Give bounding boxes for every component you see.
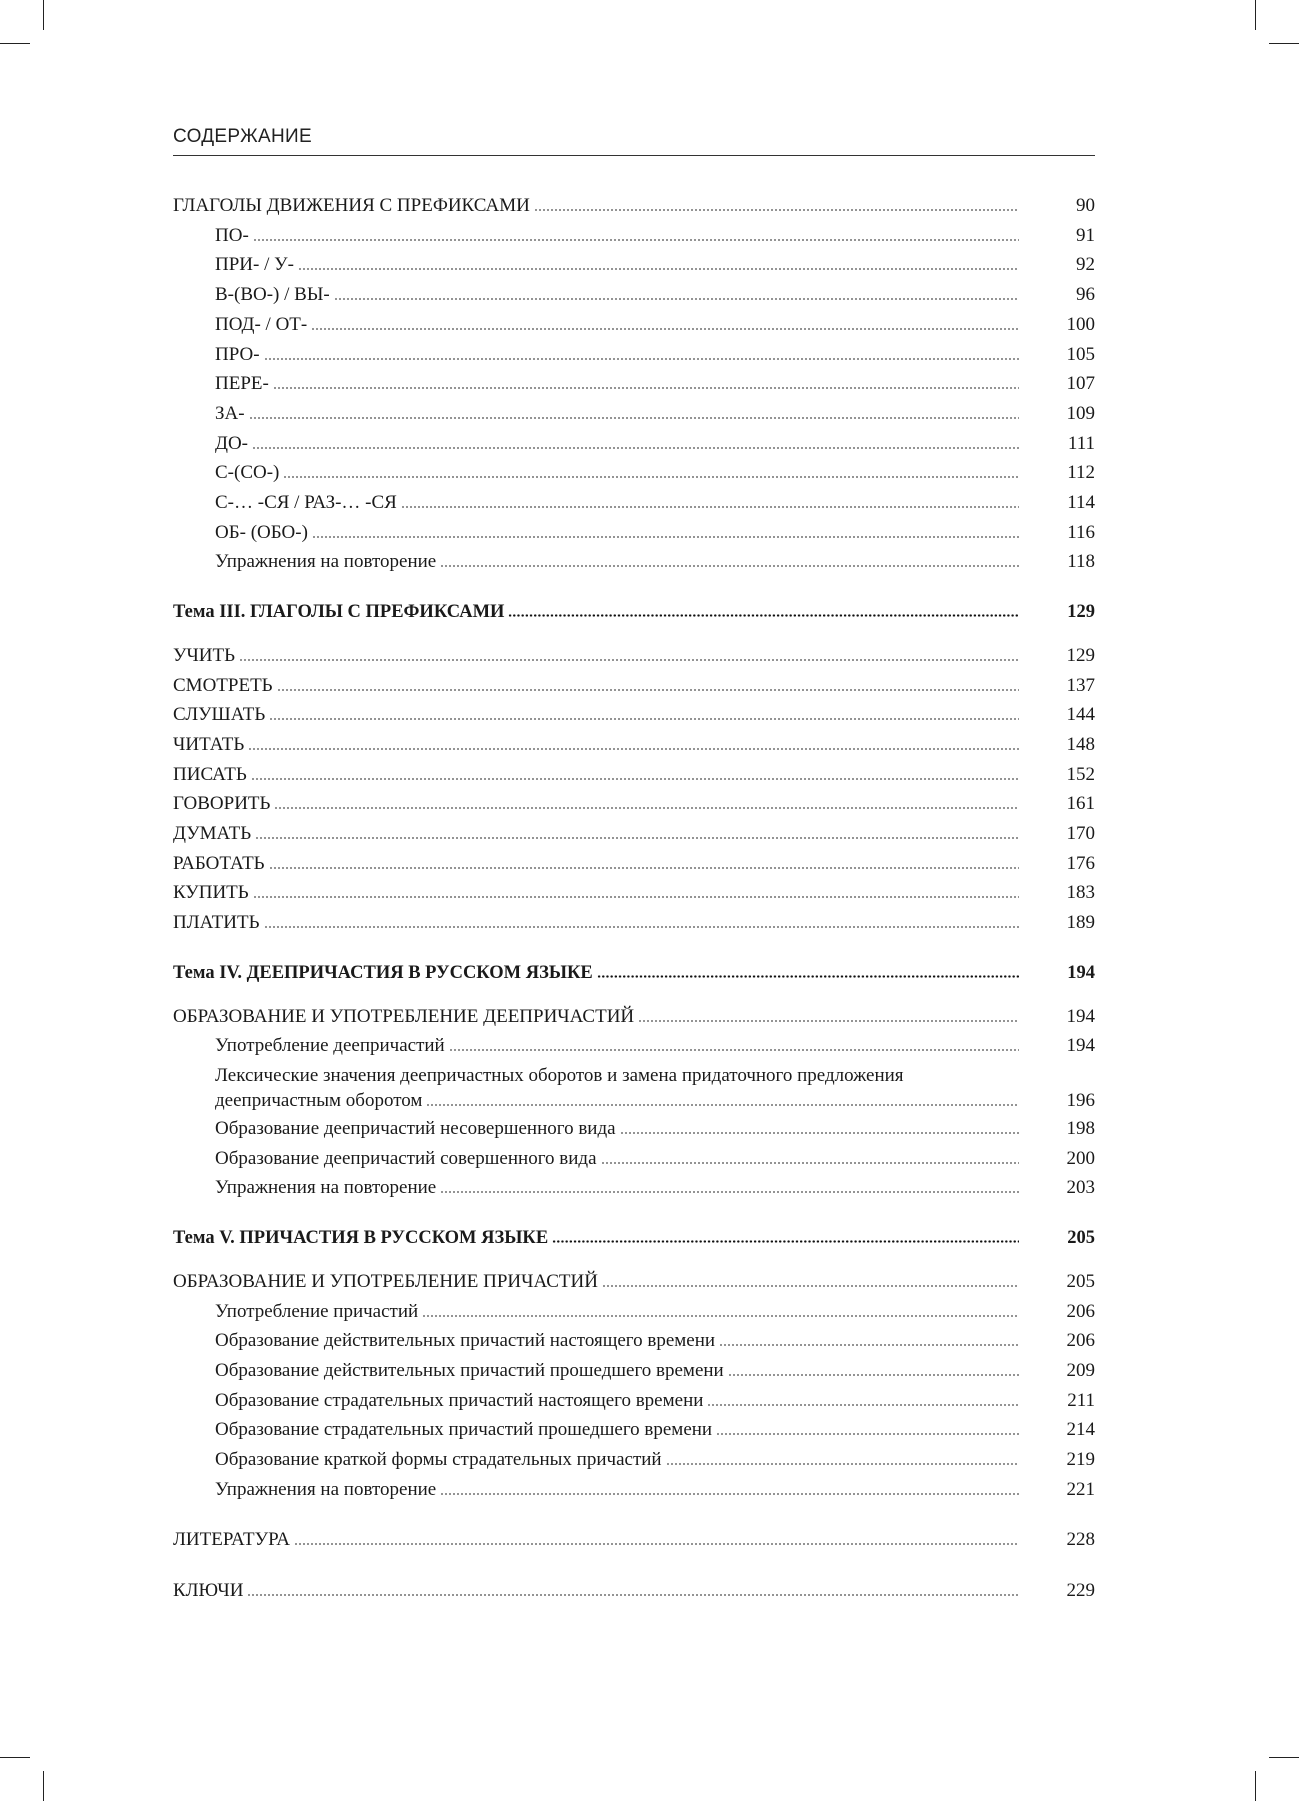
dot-leader (422, 1315, 1019, 1317)
toc-entry[interactable] (173, 1173, 1095, 1203)
toc-entry[interactable] (173, 1114, 1095, 1144)
toc-entry-title: ОБРАЗОВАНИЕ И УПОТРЕБЛЕНИЕ ДЕЕПРИЧАСТИЙ (173, 1005, 635, 1027)
toc-theme-heading[interactable] (173, 1224, 1095, 1254)
toc-entry[interactable] (173, 641, 1095, 671)
toc-entry-title: деепричастным оборотом (215, 1089, 423, 1111)
toc-entry[interactable] (173, 250, 1095, 280)
toc-entry[interactable] (173, 458, 1095, 488)
dot-leader (602, 1285, 1019, 1287)
toc-entry-title: ПО- (215, 224, 249, 246)
toc-entry-title: Образование краткой формы страдательных причастий (215, 1449, 662, 1471)
toc-entry[interactable] (173, 340, 1095, 370)
dot-leader (248, 748, 1019, 750)
toc-entry-page: 96 (1076, 284, 1095, 306)
toc-theme-heading[interactable] (173, 598, 1095, 628)
dot-leader (294, 1543, 1019, 1545)
toc-theme-title: Тема V. ПРИЧАСТИЯ В РУССКОМ ЯЗЫКЕ (173, 1228, 549, 1249)
toc-entry[interactable] (173, 819, 1095, 849)
toc-entry-page: 176 (1066, 852, 1095, 874)
dot-leader (253, 239, 1019, 241)
dot-leader (264, 358, 1019, 360)
toc-entry[interactable] (173, 730, 1095, 760)
toc-entry-page: 200 (1066, 1147, 1095, 1169)
toc-entry[interactable] (173, 1088, 1095, 1114)
toc-entry[interactable] (173, 700, 1095, 730)
toc-entry[interactable] (173, 369, 1095, 399)
dot-leader (253, 896, 1019, 898)
toc-entry-page: 100 (1066, 313, 1095, 335)
toc-entry[interactable] (173, 1475, 1095, 1505)
toc-entry-page: 214 (1066, 1419, 1095, 1441)
dot-leader (426, 1104, 1019, 1106)
toc-entry-title: В-(ВО-) / ВЫ- (215, 284, 330, 306)
toc-entry-page: 118 (1067, 551, 1095, 573)
dot-leader (440, 1191, 1019, 1193)
toc-entry-page: 152 (1066, 763, 1095, 785)
dot-leader (716, 1433, 1019, 1435)
crop-mark-bottom-left-v (43, 1771, 44, 1801)
toc-entry-title: Употребление деепричастий (215, 1035, 445, 1057)
toc-entry-page: 129 (1066, 644, 1095, 666)
dot-leader (247, 1594, 1019, 1596)
header-rule (173, 155, 1095, 156)
toc-entry-title: СЛУШАТЬ (173, 704, 266, 726)
toc-entry-title: ГЛАГОЛЫ ДВИЖЕНИЯ С ПРЕФИКСАМИ (173, 195, 530, 216)
toc-entry[interactable] (173, 1415, 1095, 1445)
toc-entry-title: РАБОТАТЬ (173, 852, 265, 874)
toc-entry-page: 206 (1066, 1300, 1095, 1322)
crop-mark-bottom-right-h (1269, 1757, 1299, 1758)
toc-entry-page: 109 (1066, 402, 1095, 424)
toc-entry-page: 105 (1066, 343, 1095, 365)
crop-mark-bottom-left-h (0, 1757, 30, 1758)
toc-entry-page: 161 (1066, 793, 1095, 815)
toc-entry-title: Образование деепричастий несовершенного вида (215, 1117, 616, 1139)
dot-leader (274, 807, 1019, 809)
toc-entry-title: ПЛАТИТЬ (173, 912, 260, 934)
dot-leader (601, 1162, 1019, 1164)
toc-entry-page: 107 (1066, 373, 1095, 395)
toc-entry-title: СМОТРЕТЬ (173, 674, 273, 696)
toc-entry-title: Образование действительных причастий настоящего времени (215, 1330, 716, 1352)
toc-entry-title: ОБ- (ОБО-) (215, 521, 308, 543)
dot-leader (251, 778, 1019, 780)
toc-entry-page: 148 (1066, 733, 1095, 755)
toc-entry-title: ЗА- (215, 402, 245, 424)
toc-entry[interactable] (173, 547, 1095, 577)
dot-leader (597, 975, 1019, 978)
toc-entry-page: 114 (1067, 492, 1095, 514)
toc-entry-title: ПЕРЕ- (215, 373, 269, 395)
running-head: СОДЕРЖАНИЕ (173, 126, 312, 147)
dot-leader (719, 1344, 1019, 1346)
toc-entry-title: С-… -СЯ / РАЗ-… -СЯ (215, 492, 397, 514)
crop-mark-top-right-h (1269, 43, 1299, 44)
dot-leader (401, 506, 1019, 508)
dot-leader (269, 718, 1019, 720)
toc-entry-page: 111 (1067, 432, 1095, 454)
dot-leader (334, 298, 1019, 300)
toc-entry-page: 144 (1066, 704, 1095, 726)
dot-leader (249, 417, 1019, 419)
toc-entry-title: КЛЮЧИ (173, 1580, 244, 1602)
toc-entry-page: 205 (1066, 1270, 1095, 1292)
toc-entry[interactable] (173, 280, 1095, 310)
toc-entry-title: ГОВОРИТЬ (173, 793, 271, 815)
dot-leader (252, 447, 1019, 449)
spacer (173, 1504, 1095, 1525)
toc-entry-section[interactable] (173, 191, 1095, 221)
toc-entry-title: ПИСАТЬ (173, 763, 247, 785)
toc-entry[interactable] (173, 671, 1095, 701)
toc-entry-page: 219 (1066, 1449, 1095, 1471)
toc-entry-literature[interactable] (173, 1525, 1095, 1555)
toc-entry-title: Образование деепричастий совершенного вида (215, 1147, 597, 1169)
dot-leader (264, 926, 1019, 928)
dot-leader (707, 1404, 1019, 1406)
spacer (173, 938, 1095, 959)
toc-entry-title: УЧИТЬ (173, 644, 236, 666)
dot-leader (283, 476, 1019, 478)
toc-entry[interactable] (173, 789, 1095, 819)
dot-leader (552, 1240, 1019, 1243)
toc-entry-line[interactable]: Лексические значения деепричастных оборотов и замена придаточного предложения (215, 1064, 904, 1086)
toc-entry-page: 170 (1066, 823, 1095, 845)
toc-entry[interactable] (173, 1356, 1095, 1386)
toc-entry-page: 137 (1066, 674, 1095, 696)
dot-leader (298, 268, 1019, 270)
toc-entry[interactable] (173, 221, 1095, 251)
toc-entry-page: 203 (1066, 1177, 1095, 1199)
toc-theme-page: 129 (1067, 602, 1095, 623)
dot-leader (534, 209, 1019, 211)
toc-entry[interactable] (173, 310, 1095, 340)
toc-entry-title: Образование страдательных причастий настоящего времени (215, 1389, 704, 1411)
toc-entry[interactable] (173, 1445, 1095, 1475)
crop-mark-bottom-right-v (1255, 1771, 1256, 1801)
dot-leader (239, 659, 1019, 661)
toc-entry-title: Образование страдательных причастий прошедшего времени (215, 1419, 713, 1441)
toc-theme-heading[interactable] (173, 959, 1095, 989)
spacer (173, 1555, 1095, 1576)
dot-leader (449, 1049, 1019, 1051)
toc-entry[interactable] (173, 1326, 1095, 1356)
toc-entry-page: 90 (1076, 195, 1095, 216)
crop-mark-top-right-v (1255, 0, 1256, 30)
toc-entry[interactable] (173, 908, 1095, 938)
toc-entry-page: 189 (1066, 912, 1095, 934)
toc-entry-title: Образование действительных причастий прошедшего времени (215, 1359, 724, 1381)
toc-entry-title: ПРО- (215, 343, 260, 365)
crop-mark-top-left-v (43, 0, 44, 30)
toc-entry-page: 209 (1066, 1359, 1095, 1381)
toc-entry-title: ЛИТЕРАТУРА (173, 1529, 290, 1551)
toc-theme-page: 194 (1067, 962, 1095, 983)
spacer (173, 989, 1095, 1002)
toc-entry[interactable] (173, 849, 1095, 879)
dot-leader (508, 614, 1019, 617)
spacer (173, 628, 1095, 641)
toc-theme-page: 205 (1067, 1228, 1095, 1249)
toc-entry-title: ПОД- / ОТ- (215, 313, 308, 335)
dot-leader (269, 867, 1019, 869)
toc-entry-page: 183 (1066, 882, 1095, 904)
toc-entry[interactable] (173, 429, 1095, 459)
toc-entry-title: Упражнения на повторение (215, 551, 437, 573)
toc-entry[interactable] (173, 488, 1095, 518)
toc-theme-title: Тема III. ГЛАГОЛЫ С ПРЕФИКСАМИ (173, 602, 505, 623)
toc-entry-title: Упражнения на повторение (215, 1177, 437, 1199)
dot-leader (277, 689, 1019, 691)
toc-entry-page: 221 (1066, 1478, 1095, 1500)
spacer (173, 577, 1095, 598)
toc-entry-page: 194 (1066, 1005, 1095, 1027)
table-of-contents (173, 191, 1095, 1606)
toc-entry[interactable] (173, 1031, 1095, 1061)
toc-entry-page: 112 (1067, 462, 1095, 484)
toc-entry-title: Употребление причастий (215, 1300, 419, 1322)
toc-entry-page: 116 (1067, 521, 1095, 543)
crop-mark-top-left-h (0, 43, 30, 44)
toc-entry-page: 91 (1076, 224, 1095, 246)
toc-entry-page: 198 (1066, 1117, 1095, 1139)
dot-leader (638, 1020, 1019, 1022)
toc-entry-title: ДО- (215, 432, 249, 454)
dot-leader (273, 387, 1019, 389)
dot-leader (255, 837, 1019, 839)
toc-entry-section[interactable] (173, 1002, 1095, 1032)
toc-entry[interactable] (173, 760, 1095, 790)
toc-entry[interactable] (173, 1386, 1095, 1416)
toc-entry-title: Упражнения на повторение (215, 1478, 437, 1500)
spacer (173, 1203, 1095, 1224)
toc-entry-title: С-(СО-) (215, 462, 280, 484)
toc-entry[interactable] (173, 399, 1095, 429)
toc-entry-title: КУПИТЬ (173, 882, 249, 904)
toc-entry[interactable] (173, 1297, 1095, 1327)
toc-entry-section[interactable] (173, 1267, 1095, 1297)
dot-leader (440, 565, 1019, 567)
dot-leader (666, 1463, 1019, 1465)
dot-leader (312, 536, 1019, 538)
spacer (173, 1254, 1095, 1267)
toc-entry-page: 92 (1076, 254, 1095, 276)
toc-entry-title: ОБРАЗОВАНИЕ И УПОТРЕБЛЕНИЕ ПРИЧАСТИЙ (173, 1270, 598, 1292)
toc-entry[interactable] (173, 1144, 1095, 1174)
toc-entry-page: 196 (1066, 1089, 1095, 1111)
toc-entry-page: 194 (1066, 1035, 1095, 1057)
toc-entry-page: 211 (1067, 1389, 1095, 1411)
dot-leader (728, 1374, 1019, 1376)
toc-entry-title: ЧИТАТЬ (173, 733, 245, 755)
toc-theme-title: Тема IV. ДЕЕПРИЧАСТИЯ В РУССКОМ ЯЗЫКЕ (173, 962, 593, 983)
dot-leader (440, 1493, 1019, 1495)
toc-entry-page: 228 (1066, 1529, 1095, 1551)
toc-entry[interactable] (173, 518, 1095, 548)
toc-entry[interactable] (173, 878, 1095, 908)
dot-leader (620, 1132, 1019, 1134)
toc-entry-page: 206 (1066, 1330, 1095, 1352)
toc-entry-keys[interactable] (173, 1576, 1095, 1606)
dot-leader (311, 328, 1019, 330)
toc-entry-page: 229 (1066, 1580, 1095, 1602)
toc-entry-title: ПРИ- / У- (215, 254, 294, 276)
toc-entry-title: ДУМАТЬ (173, 823, 252, 845)
